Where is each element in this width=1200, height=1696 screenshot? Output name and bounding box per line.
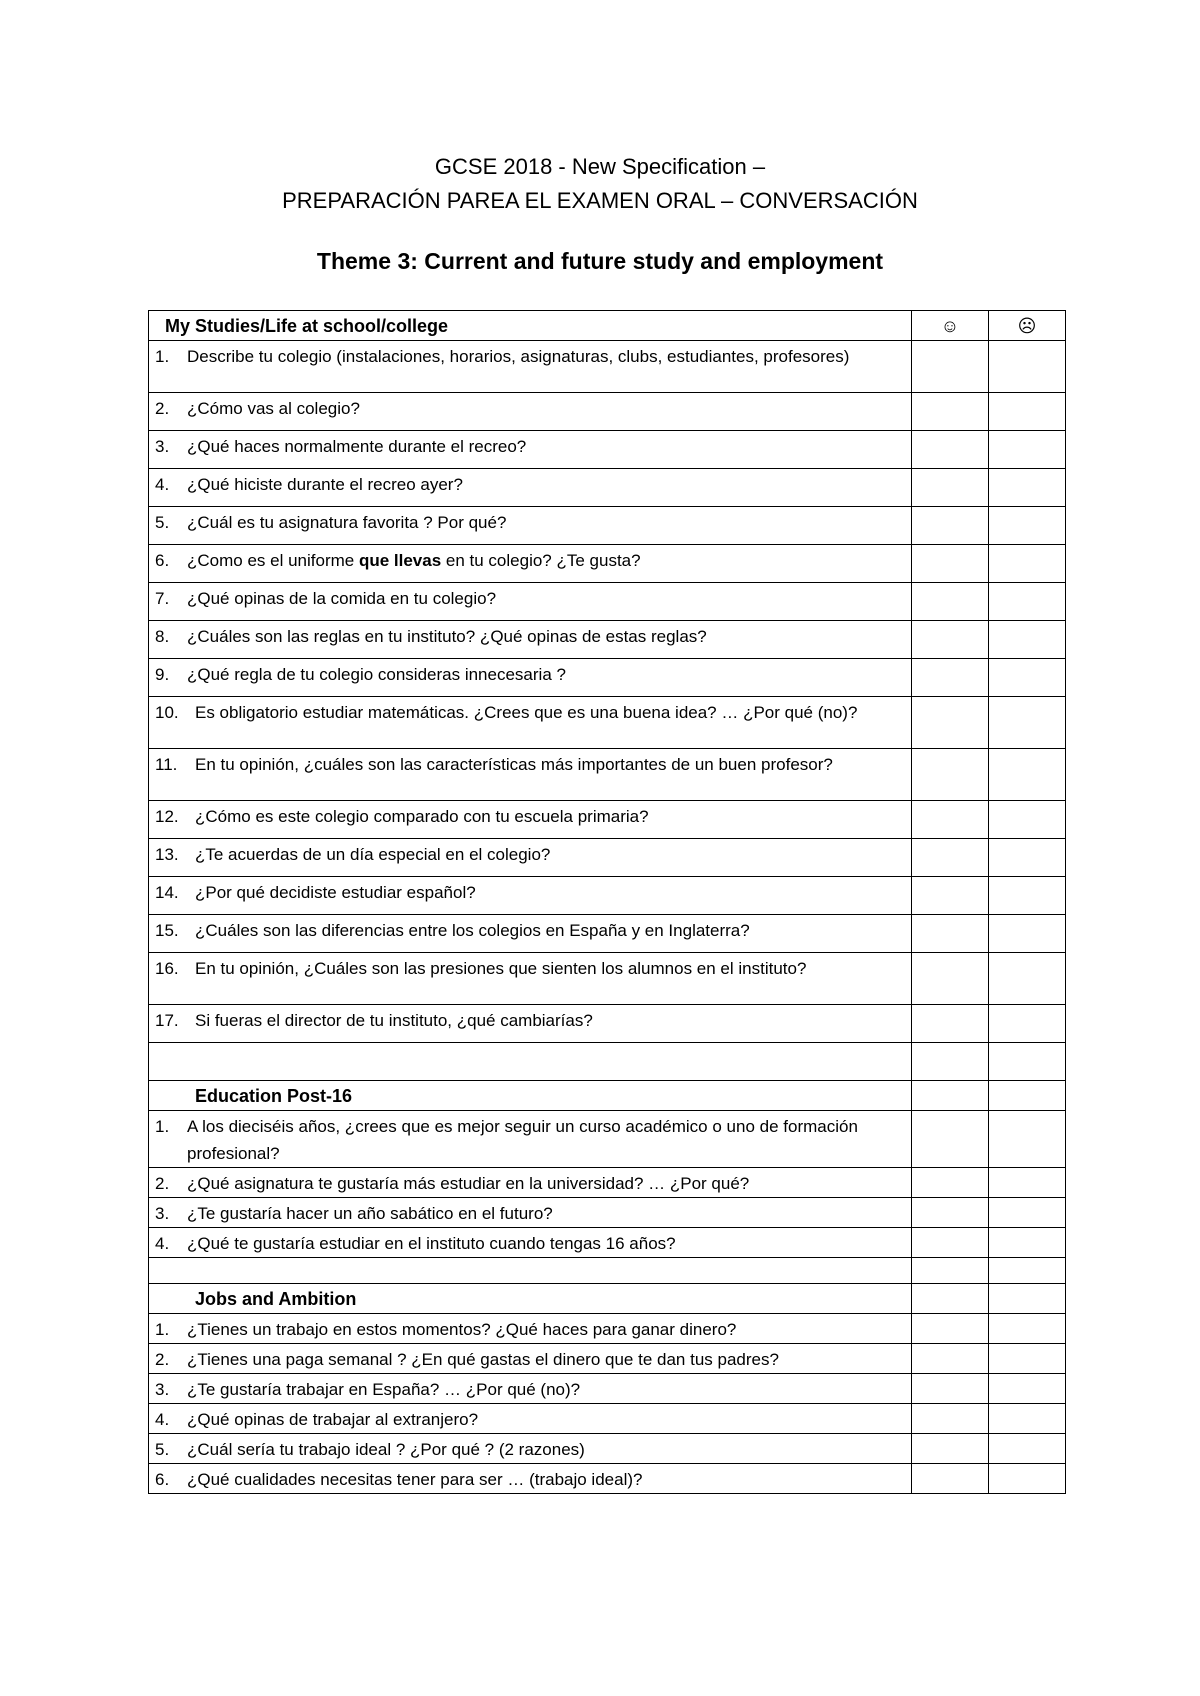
question-number: 16.	[155, 959, 179, 978]
table-row	[149, 341, 1066, 393]
smiley-checkbox-cell[interactable]	[912, 1111, 989, 1168]
question-number: 12.	[155, 807, 179, 826]
question-text: Describe tu colegio (instalaciones, horarios, asignaturas, clubs, estudiantes, profesores)	[187, 347, 850, 366]
sad-checkbox-cell[interactable]	[989, 507, 1066, 545]
table-row	[149, 469, 1066, 507]
smiley-checkbox-cell[interactable]	[912, 1198, 989, 1228]
question-cell	[149, 953, 912, 1005]
blank-cell	[149, 1258, 912, 1284]
smiley-face-icon: ☺	[912, 311, 989, 341]
question-cell	[149, 659, 912, 697]
table-row	[149, 953, 1066, 1005]
question-number: 7.	[155, 589, 170, 608]
sad-checkbox-cell[interactable]	[989, 915, 1066, 953]
sad-checkbox-cell[interactable]	[989, 583, 1066, 621]
question-number: 1.	[155, 347, 170, 366]
question-text: ¿Qué asignatura te gustaría más estudiar en la universidad? … ¿Por qué?	[187, 1174, 750, 1193]
question-cell	[149, 1168, 912, 1198]
smiley-checkbox-cell[interactable]	[912, 659, 989, 697]
smiley-checkbox-cell[interactable]	[912, 915, 989, 953]
question-text: ¿Cuál es tu asignatura favorita ? Por qué?	[187, 513, 507, 532]
sad-checkbox-cell[interactable]	[989, 469, 1066, 507]
sad-checkbox-cell[interactable]	[989, 1005, 1066, 1043]
smiley-checkbox-cell[interactable]	[912, 393, 989, 431]
table-header-row	[149, 311, 1066, 341]
question-text: ¿Tienes un trabajo en estos momentos? ¿Qué haces para ganar dinero?	[187, 1320, 737, 1339]
question-text: ¿Qué regla de tu colegio consideras innecesaria ?	[187, 665, 566, 684]
table-row	[149, 877, 1066, 915]
question-cell	[149, 1464, 912, 1494]
question-number: 4.	[155, 475, 170, 494]
smiley-checkbox-cell[interactable]	[912, 583, 989, 621]
question-cell	[149, 1404, 912, 1434]
blank-cell	[989, 1258, 1066, 1284]
question-text: A los dieciséis años, ¿crees que es mejor seguir un curso académico o uno de formación profesional?	[187, 1117, 858, 1163]
question-cell	[149, 801, 912, 839]
question-number: 3.	[155, 1204, 170, 1223]
table-row	[149, 915, 1066, 953]
question-number: 3.	[155, 437, 170, 456]
question-text: ¿Cómo vas al colegio?	[187, 399, 360, 418]
table-row	[149, 1228, 1066, 1258]
smiley-checkbox-cell[interactable]	[912, 1228, 989, 1258]
question-text: ¿Tienes una paga semanal ? ¿En qué gastas el dinero que te dan tus padres?	[187, 1350, 779, 1369]
question-number: 11.	[155, 755, 178, 774]
table-row	[149, 659, 1066, 697]
question-cell	[149, 1005, 912, 1043]
blank-cell	[989, 1043, 1066, 1081]
question-number: 10.	[155, 703, 179, 722]
sad-checkbox-cell[interactable]	[989, 393, 1066, 431]
question-cell	[149, 341, 912, 393]
blank-row	[149, 1043, 1066, 1081]
question-number: 5.	[155, 513, 170, 532]
table-row	[149, 801, 1066, 839]
blank-cell	[989, 1284, 1066, 1314]
sad-checkbox-cell[interactable]	[989, 1168, 1066, 1198]
question-text: En tu opinión, ¿cuáles son las características más importantes de un buen profesor?	[195, 755, 833, 774]
question-text: ¿Te gustaría hacer un año sabático en el futuro?	[187, 1204, 553, 1223]
sad-checkbox-cell[interactable]	[989, 659, 1066, 697]
table-row	[149, 1005, 1066, 1043]
table-row	[149, 1314, 1066, 1344]
question-cell	[149, 1374, 912, 1404]
table-row	[149, 697, 1066, 749]
smiley-checkbox-cell[interactable]	[912, 839, 989, 877]
theme-title: Theme 3: Current and future study and employment	[316, 248, 884, 274]
question-number: 17.	[155, 1011, 179, 1030]
smiley-checkbox-cell[interactable]	[912, 1314, 989, 1344]
sad-checkbox-cell[interactable]	[989, 697, 1066, 749]
sad-checkbox-cell[interactable]	[989, 1374, 1066, 1404]
question-text: ¿Te gustaría trabajar en España? … ¿Por qué (no)?	[187, 1380, 581, 1399]
question-cell	[149, 749, 912, 801]
question-text: ¿Por qué decidiste estudiar español?	[195, 883, 476, 902]
sad-checkbox-cell[interactable]	[989, 1464, 1066, 1494]
question-number: 9.	[155, 665, 170, 684]
smiley-checkbox-cell[interactable]	[912, 507, 989, 545]
sad-checkbox-cell[interactable]	[989, 953, 1066, 1005]
question-text: ¿Qué te gustaría estudiar en el instituto cuando tengas 16 años?	[187, 1234, 676, 1253]
question-cell	[149, 507, 912, 545]
sad-checkbox-cell[interactable]	[989, 341, 1066, 393]
smiley-checkbox-cell[interactable]	[912, 1374, 989, 1404]
sad-checkbox-cell[interactable]	[989, 749, 1066, 801]
question-cell	[149, 1228, 912, 1258]
sad-checkbox-cell[interactable]	[989, 1344, 1066, 1374]
question-text: ¿Qué haces normalmente durante el recreo?	[187, 437, 527, 456]
section-header-row	[149, 1284, 1066, 1314]
question-number: 5.	[155, 1440, 170, 1459]
sad-checkbox-cell[interactable]	[989, 839, 1066, 877]
sad-checkbox-cell[interactable]	[989, 545, 1066, 583]
table-row	[149, 507, 1066, 545]
heading-line-1: GCSE 2018 - New Specification –	[434, 154, 766, 179]
smiley-checkbox-cell[interactable]	[912, 953, 989, 1005]
blank-cell	[912, 1081, 989, 1111]
question-number: 2.	[155, 1350, 170, 1369]
smiley-checkbox-cell[interactable]	[912, 1005, 989, 1043]
smiley-checkbox-cell[interactable]	[912, 1404, 989, 1434]
blank-cell	[912, 1043, 989, 1081]
question-cell	[149, 839, 912, 877]
question-text: ¿Cuáles son las reglas en tu instituto? ¿Qué opinas de estas reglas?	[187, 627, 707, 646]
sad-checkbox-cell[interactable]	[989, 1198, 1066, 1228]
question-number: 3.	[155, 1380, 170, 1399]
question-number: 6.	[155, 1470, 170, 1489]
question-text: ¿Cómo es este colegio comparado con tu escuela primaria?	[195, 807, 649, 826]
question-number: 1.	[155, 1117, 170, 1136]
table-row	[149, 431, 1066, 469]
sad-checkbox-cell[interactable]	[989, 1404, 1066, 1434]
questions-table	[148, 310, 1066, 1494]
smiley-checkbox-cell[interactable]	[912, 749, 989, 801]
section-title-studies: My Studies/Life at school/college	[149, 311, 912, 341]
sad-checkbox-cell[interactable]	[989, 431, 1066, 469]
section-title-post16: Education Post-16	[149, 1081, 912, 1111]
table-row	[149, 1434, 1066, 1464]
question-cell	[149, 1344, 912, 1374]
table-row	[149, 839, 1066, 877]
sad-checkbox-cell[interactable]	[989, 801, 1066, 839]
smiley-checkbox-cell[interactable]	[912, 877, 989, 915]
blank-row	[149, 1258, 1066, 1284]
smiley-checkbox-cell[interactable]	[912, 621, 989, 659]
question-cell	[149, 877, 912, 915]
sad-checkbox-cell[interactable]	[989, 877, 1066, 915]
blank-cell	[912, 1258, 989, 1284]
question-number: 8.	[155, 627, 170, 646]
table-row	[149, 1404, 1066, 1434]
question-cell	[149, 1111, 912, 1168]
table-row	[149, 749, 1066, 801]
question-text: ¿Cuál sería tu trabajo ideal ? ¿Por qué ? (2 razones)	[187, 1440, 585, 1459]
blank-cell	[149, 1043, 912, 1081]
question-text: ¿Qué hiciste durante el recreo ayer?	[187, 475, 463, 494]
question-number: 4.	[155, 1234, 170, 1253]
blank-cell	[912, 1284, 989, 1314]
table-row	[149, 621, 1066, 659]
question-number: 13.	[155, 845, 179, 864]
question-text: ¿Qué opinas de la comida en tu colegio?	[187, 589, 497, 608]
question-cell	[149, 393, 912, 431]
table-row	[149, 1344, 1066, 1374]
sad-checkbox-cell[interactable]	[989, 1434, 1066, 1464]
question-text: ¿Qué cualidades necesitas tener para ser … (trabajo ideal)?	[187, 1470, 643, 1489]
question-cell	[149, 621, 912, 659]
table-row	[149, 583, 1066, 621]
smiley-checkbox-cell[interactable]	[912, 341, 989, 393]
smiley-checkbox-cell[interactable]	[912, 431, 989, 469]
question-cell	[149, 1198, 912, 1228]
question-number: 2.	[155, 399, 170, 418]
question-text-pre: ¿Como es el uniforme	[187, 551, 359, 570]
question-text: Si fueras el director de tu instituto, ¿qué cambiarías?	[195, 1011, 593, 1030]
section-header-row	[149, 1081, 1066, 1111]
smiley-checkbox-cell[interactable]	[912, 1344, 989, 1374]
question-cell	[149, 431, 912, 469]
question-text: ¿Qué opinas de trabajar al extranjero?	[187, 1410, 479, 1429]
table-row	[149, 1374, 1066, 1404]
question-cell	[149, 1434, 912, 1464]
question-text: ¿Te acuerdas de un día especial en el colegio?	[195, 845, 551, 864]
question-cell	[149, 697, 912, 749]
smiley-checkbox-cell[interactable]	[912, 1464, 989, 1494]
smiley-checkbox-cell[interactable]	[912, 697, 989, 749]
heading-line-2: PREPARACIÓN PAREA EL EXAMEN ORAL – CONVERSACIÓN	[282, 188, 918, 213]
blank-cell	[989, 1081, 1066, 1111]
question-number: 15.	[155, 921, 179, 940]
question-number: 6.	[155, 551, 170, 570]
question-cell	[149, 1314, 912, 1344]
question-text: Es obligatorio estudiar matemáticas. ¿Crees que es una buena idea? … ¿Por qué (no)?	[195, 703, 858, 722]
question-cell	[149, 469, 912, 507]
sad-face-icon: ☹	[989, 311, 1066, 341]
question-number: 14.	[155, 883, 179, 902]
sad-checkbox-cell[interactable]	[989, 1314, 1066, 1344]
table-row	[149, 1198, 1066, 1228]
sad-checkbox-cell[interactable]	[989, 621, 1066, 659]
smiley-checkbox-cell[interactable]	[912, 801, 989, 839]
smiley-checkbox-cell[interactable]	[912, 1168, 989, 1198]
smiley-checkbox-cell[interactable]	[912, 469, 989, 507]
question-cell	[149, 915, 912, 953]
section-title-jobs: Jobs and Ambition	[149, 1284, 912, 1314]
document-heading	[0, 150, 1200, 218]
smiley-checkbox-cell[interactable]	[912, 545, 989, 583]
question-text	[187, 547, 905, 574]
smiley-checkbox-cell[interactable]	[912, 1434, 989, 1464]
sad-checkbox-cell[interactable]	[989, 1111, 1066, 1168]
question-cell	[149, 583, 912, 621]
question-cell	[149, 545, 912, 583]
table-row	[149, 545, 1066, 583]
question-number: 4.	[155, 1410, 170, 1429]
table-row	[149, 1464, 1066, 1494]
table-row	[149, 1111, 1066, 1168]
question-text-post: en tu colegio? ¿Te gusta?	[441, 551, 641, 570]
table-row	[149, 1168, 1066, 1198]
question-number: 1.	[155, 1320, 170, 1339]
question-text: ¿Cuáles son las diferencias entre los colegios en España y en Inglaterra?	[195, 921, 750, 940]
question-text: En tu opinión, ¿Cuáles son las presiones que sienten los alumnos en el instituto?	[195, 959, 807, 978]
sad-checkbox-cell[interactable]	[989, 1228, 1066, 1258]
question-number: 2.	[155, 1174, 170, 1193]
question-text-bold: que llevas	[358, 551, 442, 570]
table-row	[149, 393, 1066, 431]
